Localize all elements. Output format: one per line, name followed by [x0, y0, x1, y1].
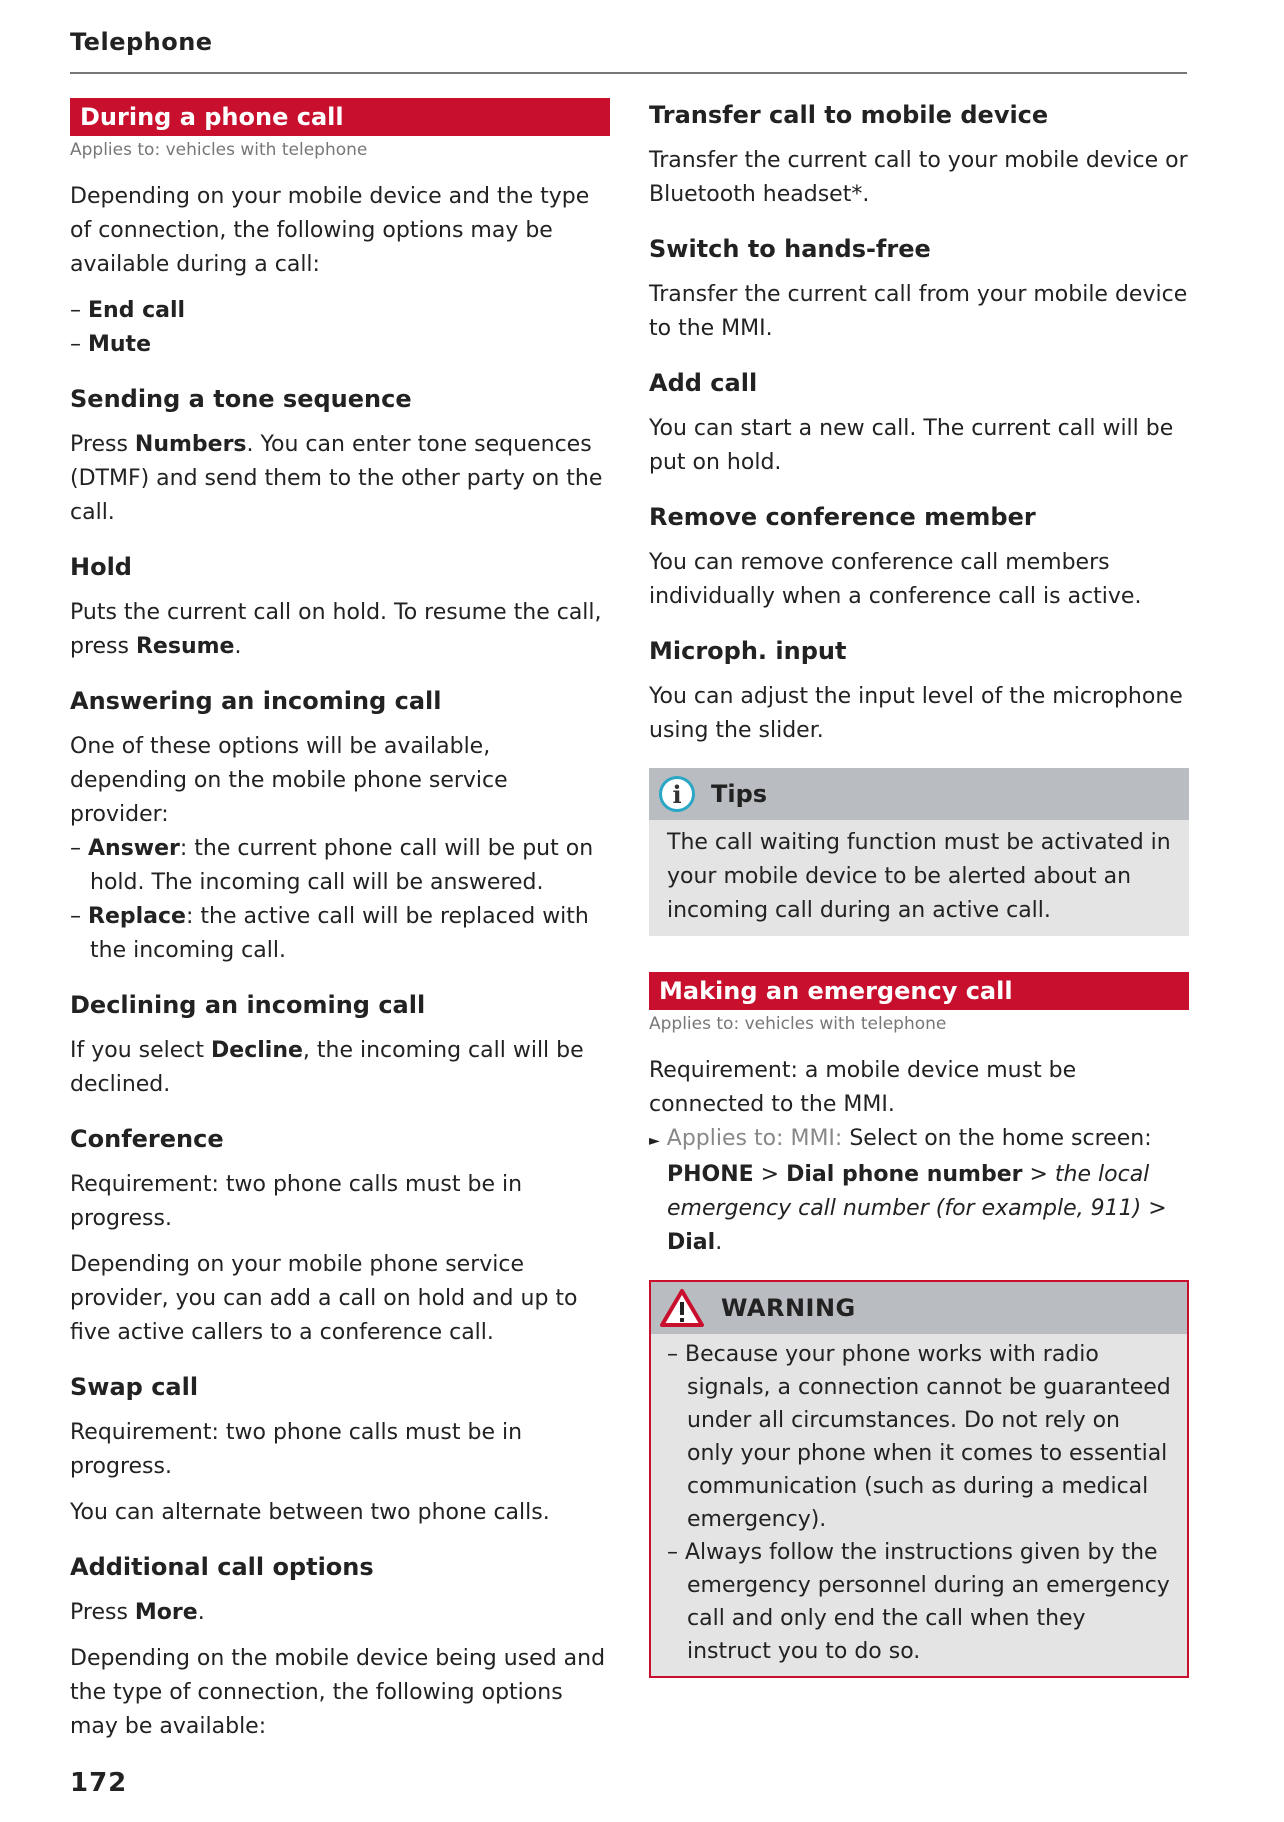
page-header-title: Telephone — [70, 28, 213, 56]
heading-hold: Hold — [70, 553, 132, 581]
heading-handsfree: Switch to hands-free — [649, 235, 931, 263]
emergency-requirement: Requirement: a mobile device must be connected to the MMI. — [649, 1058, 1077, 1117]
heading-remove-member: Remove conference member — [649, 503, 1036, 531]
tips-title: Tips — [711, 780, 768, 808]
swap-paragraph: You can alternate between two phone calls. — [70, 1500, 550, 1525]
handsfree-paragraph: Transfer the current call from your mobile device to the MMI. — [649, 282, 1188, 341]
warning-title: WARNING — [721, 1294, 856, 1322]
heading-swap-call: Swap call — [70, 1373, 199, 1401]
warning-body — [651, 1334, 1187, 1676]
tips-text: The call waiting function must be activated in your mobile device to be alerted about an incoming call during an active call. — [667, 830, 1171, 923]
answering-intro: One of these options will be available, depending on the mobile phone service provider: — [70, 734, 508, 827]
warning-triangle-icon — [659, 1288, 705, 1328]
swap-requirement: Requirement: two phone calls must be in progress. — [70, 1420, 523, 1479]
hold-paragraph: Puts the current call on hold. To resume the call, press Resume. — [70, 600, 602, 659]
answering-item: – Answer: the current phone call will be put on hold. The incoming call will be answered. — [70, 836, 594, 895]
transfer-mobile-paragraph: Transfer the current call to your mobile device or Bluetooth headset*. — [649, 148, 1188, 207]
right-column — [649, 98, 1189, 1678]
tips-header — [649, 768, 1189, 820]
remove-member-paragraph: You can remove conference call members individually when a conference call is active. — [649, 550, 1142, 609]
section-title-during-call: During a phone call — [70, 98, 610, 136]
heading-transfer-mobile: Transfer call to mobile device — [649, 101, 1049, 129]
intro-paragraph: Depending on your mobile device and the type of connection, the following options may be available during a call: — [70, 184, 590, 277]
declining-paragraph: If you select Decline, the incoming call will be declined. — [70, 1038, 584, 1097]
heading-answering: Answering an incoming call — [70, 687, 442, 715]
section-title-emergency: Making an emergency call — [649, 972, 1189, 1010]
tips-box — [649, 768, 1189, 936]
answering-item: – Replace: the active call will be replaced with the incoming call. — [70, 904, 589, 963]
emergency-step: ► Applies to: MMI: Select on the home screen: PHONE > Dial phone number > the local emergency call number (for example, 911) > Dial. — [649, 1126, 1167, 1255]
tone-paragraph: Press Numbers. You can enter tone sequences (DTMF) and send them to the other party on the call. — [70, 432, 603, 525]
heading-add-call: Add call — [649, 369, 758, 397]
arrow-marker-icon: ► — [649, 1133, 660, 1149]
microph-paragraph: You can adjust the input level of the microphone using the slider. — [649, 684, 1183, 743]
warning-item: – Always follow the instructions given by the emergency personnel during an emergency call and only end the call when they instruct you to do so. — [667, 1540, 1170, 1664]
emergency-applies-note: Applies to: vehicles with telephone — [649, 1014, 947, 1034]
applies-note: Applies to: vehicles with telephone — [70, 140, 368, 160]
warning-header — [651, 1282, 1187, 1334]
heading-conference: Conference — [70, 1125, 224, 1153]
warning-item: – Because your phone works with radio signals, a connection cannot be guaranteed under all circumstances. Do not rely on only your phone when it comes to essential communication (such as during a medical emergency). — [667, 1342, 1171, 1532]
conference-paragraph: Depending on your mobile phone service provider, you can add a call on hold and up to five active callers to a conference call. — [70, 1252, 578, 1345]
heading-tone-sequence: Sending a tone sequence — [70, 385, 412, 413]
additional-paragraph-2: Depending on the mobile device being used and the type of connection, the following options may be available: — [70, 1646, 606, 1739]
page-number: 172 — [70, 1768, 128, 1798]
heading-microph-input: Microph. input — [649, 637, 847, 665]
heading-declining: Declining an incoming call — [70, 991, 426, 1019]
heading-additional-options: Additional call options — [70, 1553, 374, 1581]
info-icon: i — [659, 776, 695, 812]
option-item: – Mute — [70, 332, 151, 357]
conference-requirement: Requirement: two phone calls must be in progress. — [70, 1172, 523, 1231]
page-header — [70, 28, 1187, 74]
warning-box — [649, 1280, 1189, 1678]
add-call-paragraph: You can start a new call. The current call will be put on hold. — [649, 416, 1174, 475]
left-column — [70, 98, 610, 1744]
option-item: – End call — [70, 298, 186, 323]
options-list — [70, 294, 610, 362]
additional-paragraph: Press More. — [70, 1600, 205, 1625]
